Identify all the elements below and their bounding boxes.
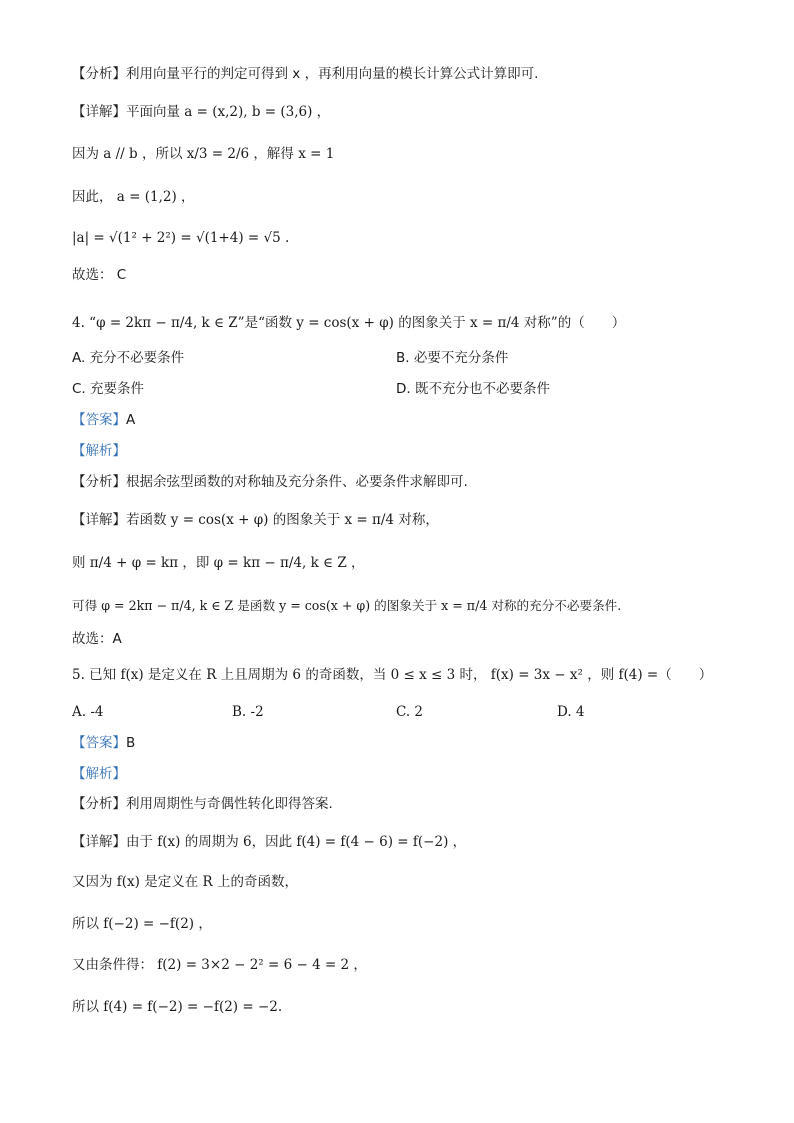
analysis-text: 利用周期性与奇偶性转化即得答案. (126, 796, 333, 812)
detail-tag: 【详解】 (72, 834, 126, 850)
answer-value: B (126, 735, 136, 751)
q4-analysis-line (72, 472, 734, 492)
q5-option-a: A. -4 (72, 704, 104, 720)
q5-answer-line (72, 733, 734, 753)
answer-value: A (126, 412, 136, 428)
q4-option-b: B. 必要不充分条件 (396, 350, 509, 366)
q3-analysis-line (72, 64, 734, 84)
analysis-text: 利用向量平行的判定可得到 x ，再利用向量的模长计算公式计算即可. (126, 66, 539, 82)
q4-answer-choice: 故选：A (72, 631, 122, 647)
analysis-tag: 【分析】 (72, 66, 126, 82)
q3-modulus-line: |a| = √(1² + 2²) = √(1+4) = √5 . (72, 230, 290, 246)
q4-option-a: A. 充分不必要条件 (72, 350, 185, 366)
q5-so2-line: 所以 f(4) = f(−2) = −f(2) = −2. (72, 999, 283, 1015)
q4-answer-line (72, 410, 734, 430)
q5-option-b: B. -2 (232, 704, 264, 720)
q5-so1-line: 所以 f(−2) = −f(2) ， (72, 916, 212, 932)
analysis-tag: 【分析】 (72, 474, 126, 490)
detail-text: 若函数 y = cos(x + φ) 的图象关于 x = π/4 对称， (126, 512, 439, 528)
q5-stem: 5. 已知 f(x) 是定义在 R 上且周期为 6 的奇函数，当 0 ≤ x ≤ 3 时， f(x) = 3x − x² ，则 f(4) =（ ） (72, 667, 713, 683)
q4-detail-line (72, 510, 734, 530)
q3-detail-line (72, 102, 734, 122)
q4-conclude-line: 可得 φ = 2kπ − π/4, k ∈ Z 是函数 y = cos(x + φ) 的图象关于 x = π/4 对称的充分不必要条件. (72, 598, 622, 613)
q4-option-c: C. 充要条件 (72, 381, 145, 397)
q4-jiexi-tag: 【解析】 (72, 443, 126, 459)
q5-option-c: C. 2 (396, 704, 424, 720)
q3-hence-line: 因此， a = (1,2) ， (72, 189, 195, 205)
q4-stem: 4. “φ = 2kπ − π/4, k ∈ Z”是“函数 y = cos(x + φ) 的图象关于 x = π/4 对称”的（ ） (72, 315, 626, 331)
q5-analysis-line (72, 794, 734, 814)
answer-tag: 【答案】 (72, 412, 126, 428)
detail-text: 由于 f(x) 的周期为 6，因此 f(4) = f(4 − 6) = f(−2) ， (126, 834, 467, 850)
answer-tag: 【答案】 (72, 735, 126, 751)
q3-because-line: 因为 a // b ，所以 x/3 = 2/6 ，解得 x = 1 (72, 146, 335, 162)
q5-option-d: D. 4 (557, 704, 585, 720)
q5-jiexi-tag: 【解析】 (72, 766, 126, 782)
detail-tag: 【详解】 (72, 512, 126, 528)
q5-detail-line (72, 832, 734, 852)
q5-odd-line: 又因为 f(x) 是定义在 R 上的奇函数， (72, 874, 298, 890)
detail-tag: 【详解】 (72, 104, 126, 120)
analysis-text: 根据余弦型函数的对称轴及充分条件、必要条件求解即可. (126, 474, 468, 490)
analysis-tag: 【分析】 (72, 796, 126, 812)
q4-option-d: D. 既不充分也不必要条件 (396, 381, 550, 397)
detail-text: 平面向量 a = (x,2), b = (3,6) ， (126, 104, 331, 120)
q3-answer-line: 故选： C (72, 267, 127, 283)
q4-then-line: 则 π/4 + φ = kπ ，即 φ = kπ − π/4, k ∈ Z ， (72, 555, 365, 571)
q5-condition-line: 又由条件得： f(2) = 3×2 − 2² = 6 − 4 = 2 ， (72, 957, 367, 973)
